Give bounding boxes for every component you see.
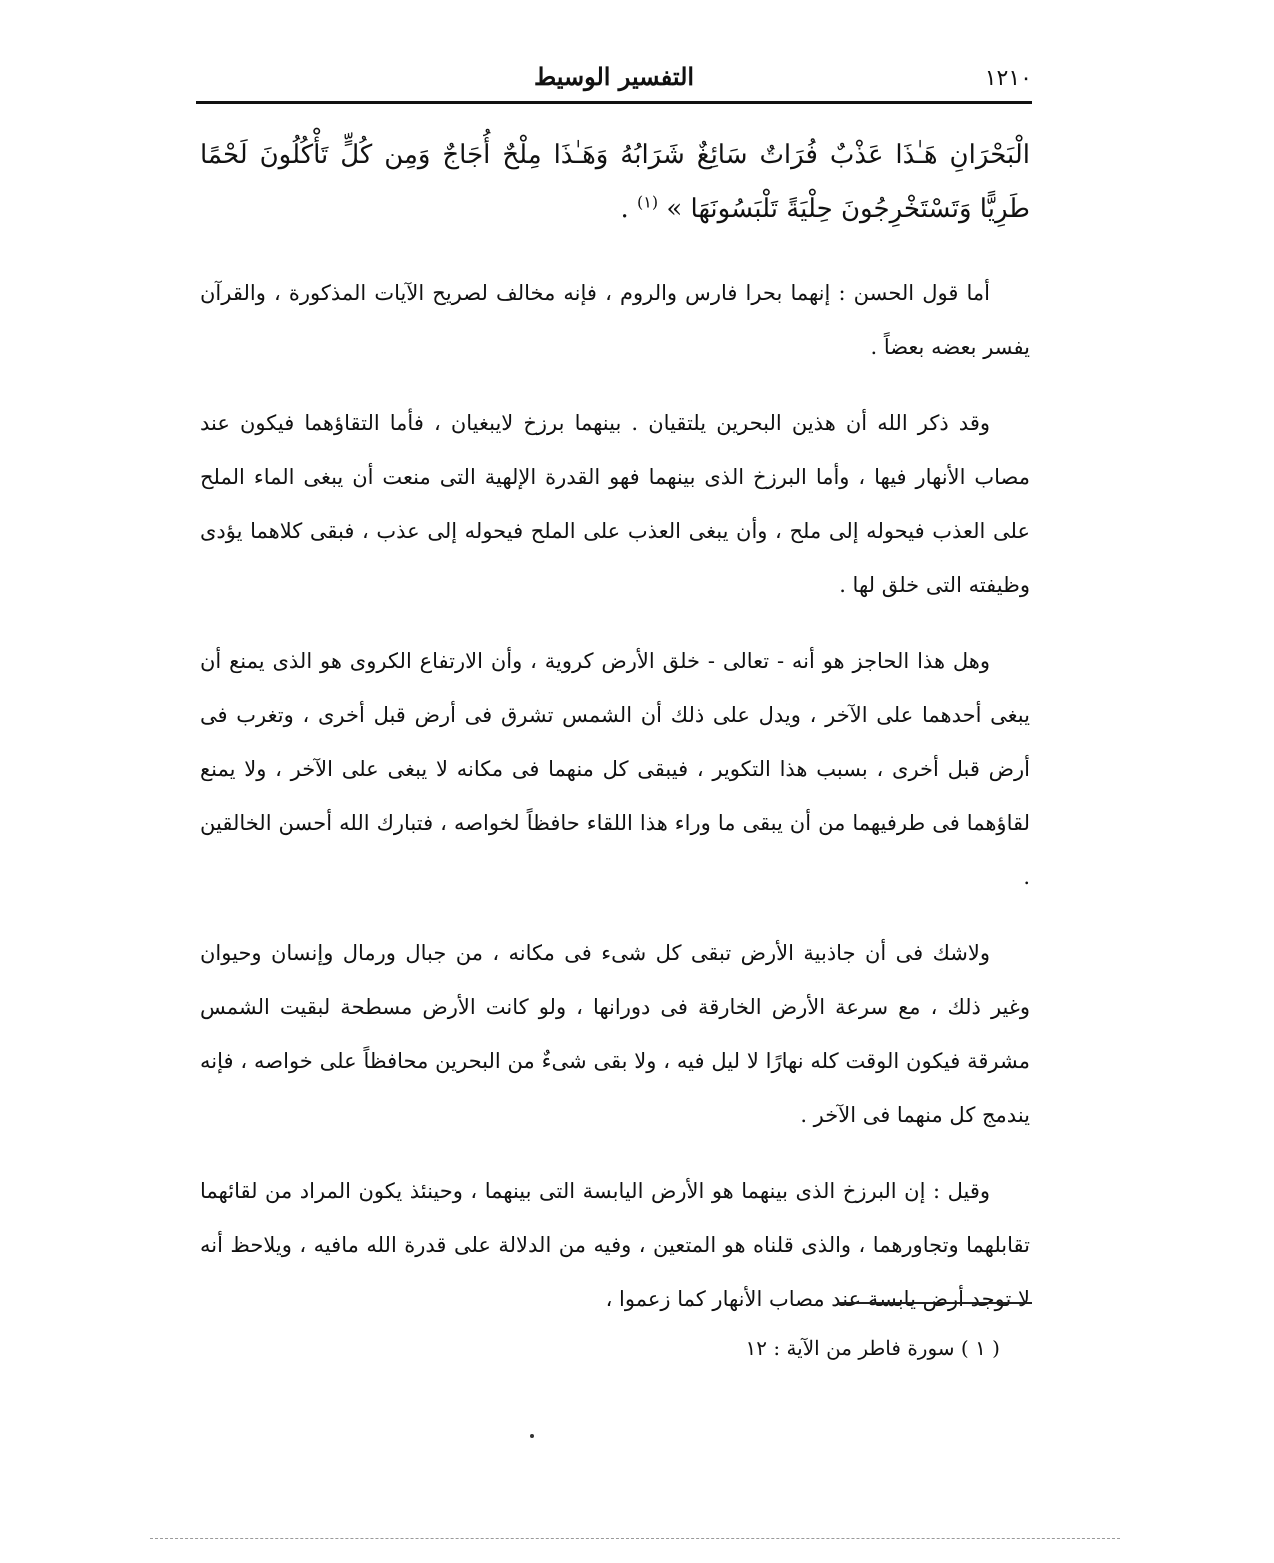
footnote: ( ١ ) سورة فاطر من الآية : ١٢ [745,1336,1000,1360]
page-header [196,62,1032,100]
footnote-marker: (١) [636,192,659,212]
verse-end: . [620,194,629,224]
scan-edge-line [150,1538,1120,1539]
page-body [200,128,1030,1348]
footnote-rule [838,1302,1032,1304]
page-number: ١٢١٠ [984,66,1032,91]
header-rule [196,101,1032,104]
paragraph-4: ولاشك فى أن جاذبية الأرض تبقى كل شىء فى مكانه ، من جبال ورمال وإنسان وحيوان وغير ذلك ، مع سرعة الأرض الخارقة فى دورانها ، ولو كانت الأرض مسطحة لبقيت الشمس مشرقة فيكون الوقت كله نهارًا لا ليل فيه ، ولا بقى شىءٌ من البحرين محافظاً على خواصه ، فإنه يندمج كل منهما فى الآخر . [200,941,1030,1127]
paragraph-3: وهل هذا الحاجز هو أنه - تعالى - خلق الأرض كروية ، وأن الارتفاع الكروى هو الذى يمنع أن يبغى أحدهما على الآخر ، ويدل على ذلك أن الشمس تشرق فى أرض قبل أخرى ، وتغرب فى أرض قبل أخرى ، بسبب هذا التكوير ، فيبقى كل منهما فى مكانه لا يبغى على الآخر ، ولا يمنع لقاؤهما فى طرفيهما من أن يبقى ما وراء هذا اللقاء حافظاً لخواصه ، فتبارك الله أحسن الخالقين . [200,649,1030,889]
quran-verse [200,128,1030,236]
running-title: التفسير الوسيط [533,62,695,91]
paragraph-2: وقد ذكر الله أن هذين البحرين يلتقيان . بينهما برزخ لايبغيان ، فأما التقاؤهما فيكون عند مصاب الأنهار فيها ، وأما البرزخ الذى بينهما فهو القدرة الإلهية التى منعت أن يبغى الماء الملح على العذب فيحوله إلى ملح ، وأن يبغى العذب على الملح فيحوله إلى عذب ، فبقى كلاهما يؤدى وظيفته التى خلق لها . [200,411,1030,597]
paragraph-5: وقيل : إن البرزخ الذى بينهما هو الأرض اليابسة التى بينهما ، وحينئذ يكون المراد من لقائهما تقابلهما وتجاورهما ، والذى قلناه هو المتعين ، وفيه من الدلالة على قدرة الله مافيه ، ويلاحظ أنه لا توجد أرض يابسة عند مصاب الأنهار كما زعموا ، [200,1179,1030,1311]
verse-text: الْبَحْرَانِ هَـٰذَا عَذْبٌ فُرَاتٌ سَائِغٌ شَرَابُهُ وَهَـٰذَا مِلْحٌ أُجَاجٌ وَمِن كُلٍّ تَأْكُلُونَ لَحْمًا طَرِيًّا وَتَسْتَخْرِجُونَ حِلْيَةً تَلْبَسُونَهَا » [200,140,1030,224]
paragraph-1: أما قول الحسن : إنهما بحرا فارس والروم ، فإنه مخالف لصريح الآيات المذكورة ، والقرآن يفسر بعضه بعضاً . [200,281,1030,359]
scan-speck [530,1434,534,1438]
